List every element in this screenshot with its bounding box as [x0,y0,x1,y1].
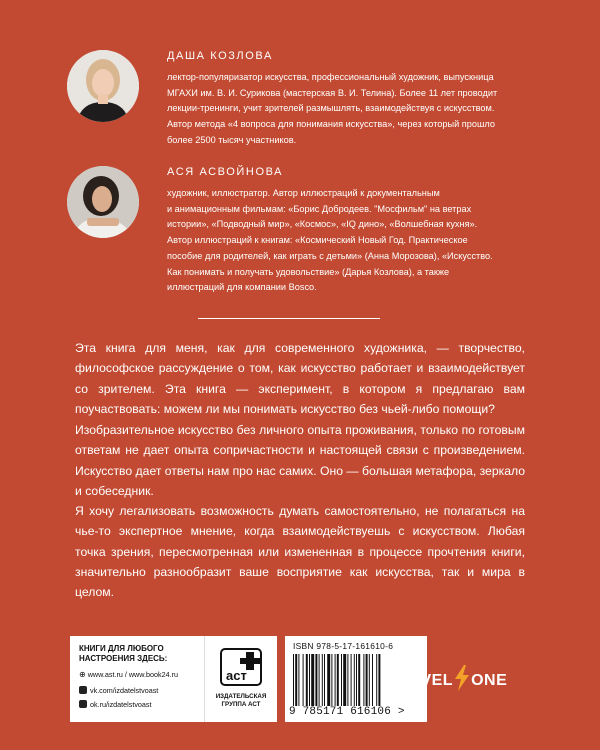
svg-text:аст: аст [226,668,247,683]
bio-line: художник, иллюстратор. Автор иллюстраций к документальным [167,188,440,198]
blurb-paragraph-3: Я хочу легализовать возможность думать самостоятельно, не полагаться на чье-то экспертное мнение, когда взаимодействуешь с искусством. Любая точка зрения, пересмотренная или измененная в процессе прочтения книги, значительно разнообразит ваше восприятие как искусства, так и мира в целом. [75,504,525,600]
shop-link-ok[interactable] [79,700,201,709]
shop-title [79,644,199,664]
publisher-name [205,693,277,709]
author-photo-asvoynova [67,166,139,238]
section-divider [198,318,380,319]
bio-line: истории», «Подводный мир», «Космос», «IQ дино», «Волшебная кухня». [167,219,478,230]
ast-logo-icon [220,648,262,686]
bio-line: более 2500 тысяч участников. [167,134,297,145]
author-name: ДАША КОЗЛОВА [167,50,273,62]
bio-line: лекции-тренинги, учит зрителей размышлять, взаимодействуя с искусством. [167,103,495,114]
author-name: АСЯ АСВОЙНОВА [167,166,284,178]
bio-line: пособие для родителей, как играть с детьми» (Анна Морозова), «Искусство. [167,250,493,261]
portrait-image [67,166,139,238]
globe-icon: ⊕ [79,670,86,679]
shop-title-line: КНИГИ ДЛЯ ЛЮБОГО [79,644,164,653]
link-text: vk.com/izdatelstvoast [90,686,159,695]
imprint-logo-text: ONE [471,672,508,689]
publisher-box [204,636,277,722]
bio-line: Как понимать и получать удовольствие» (Дарья Козлова), а также [167,266,450,277]
publisher-name-line: ИЗДАТЕЛЬСКАЯ [215,693,267,700]
bio-line: Автор метода «4 вопроса для понимания искусства», через который прошло [167,119,495,130]
imprint-logo [399,665,507,691]
ok-icon [79,700,87,708]
blurb-paragraph-2: Изобразительное искусство без личного опыта проживания, только по готовым ответам не дает опыта сопричастности и настоящей связи с произведением. Искусство дает ответы нам про нас самих. Оно — большая метафора, зеркало и собеседник. [75,423,526,498]
shop-link-websites[interactable] [79,670,201,679]
isbn-text: ISBN 978-5-17-161610-6 [293,641,394,651]
author-photo-kozlova [67,50,139,122]
bio-line: Автор иллюстраций к книгам: «Космический Новый Год. Практическое [167,235,468,246]
lightning-bolt-icon [453,665,471,691]
shop-title-line: НАСТРОЕНИЯ ЗДЕСЬ: [79,654,168,663]
blurb-paragraph-1: Эта книга для меня, как для современного художника, — творчество, философское рассуждение о том, как искусство работает и взаимодействует со зрителем. Эта книга — эксперимент, в котором я предлагаю вам поучаствовать: можем ли мы понимать искусство без чьей-либо помощи? [75,341,525,416]
publisher-name-line: ГРУППА АСТ [221,701,261,708]
bio-line: лектор-популяризатор искусства, профессиональный художник, выпускница [167,72,494,82]
bio-line: иллюстраций для компании Bosco. [167,282,317,293]
author-bio [167,70,567,149]
shop-box [70,636,204,722]
author-kozlova [67,50,557,160]
author-asvoynova [67,166,557,301]
link-text: www.ast.ru / www.book24.ru [87,670,178,679]
shop-link-vk[interactable] [79,686,201,695]
barcode-digits: 9 785171 616106 > [289,706,405,718]
link-text: ok.ru/izdatelstvoast [90,700,152,709]
vk-icon [79,686,87,694]
imprint-logo-text: LEVEL [399,672,454,689]
portrait-image [67,50,139,122]
bio-line: и анимационным фильмам: «Борис Добродеев. "Мосфильм" на ветрах [167,203,472,214]
author-bio [167,186,567,296]
bio-line: МГАХИ им. В. И. Сурикова (мастерская В. И. Телина). Более 11 лет проводит [167,87,498,98]
